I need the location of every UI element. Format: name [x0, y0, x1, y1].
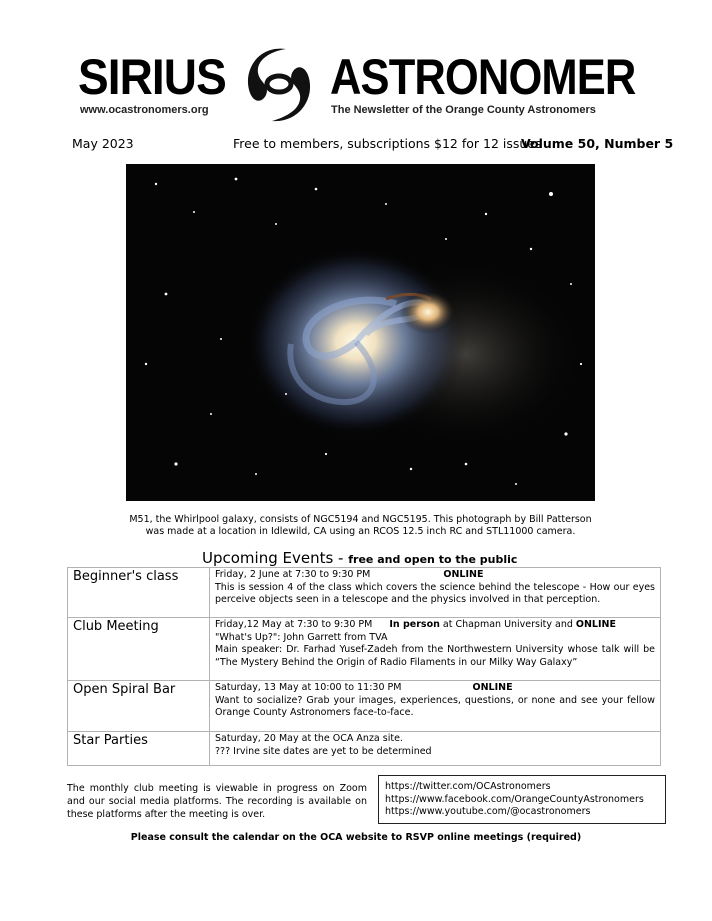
- event-details: Want to socialize? Grab your images, experiences, questions, or none and see your fellow Orange County Astronomers face-to-face.: [215, 694, 655, 719]
- event-row-open-spiral-bar: [68, 681, 661, 732]
- event-mode-location: at Chapman University and: [439, 619, 576, 630]
- social-links-box: [378, 775, 666, 824]
- masthead-title-left: SIRIUS: [78, 49, 226, 105]
- rsvp-notice: Please consult the calendar on the OCA website to RSVP online meetings (required): [130, 832, 582, 843]
- event-details: Main speaker: Dr. Farhad Yusef-Zadeh from the Northwestern University whose talk will be “The Mystery Behind the Origin of Radio Filaments in our Milky Way Galaxy”: [215, 644, 655, 668]
- whirlpool-galaxy-photo: [126, 164, 595, 501]
- events-heading: [202, 549, 517, 567]
- event-name: Club Meeting: [68, 618, 210, 681]
- event-when: Saturday, 20 May at the OCA Anza site.: [215, 733, 403, 744]
- event-when: Friday, 2 June at 7:30 to 9:30 PM: [215, 569, 371, 580]
- event-when: Friday,12 May at 7:30 to 9:30 PM: [215, 619, 373, 630]
- event-name: Beginner's class: [68, 568, 210, 618]
- youtube-link[interactable]: https://www.youtube.com/@ocastronomers: [385, 806, 591, 818]
- event-mode: ONLINE: [575, 619, 616, 630]
- event-details: This is session 4 of the class which covers the science behind the telescope - How our eyes perceive objects seen in a telescope and the physics involved in that perception.: [215, 581, 655, 606]
- masthead-title-right: ASTRONOMER: [330, 49, 636, 105]
- event-mode: ONLINE: [472, 682, 513, 693]
- event-mode: ONLINE: [443, 569, 484, 580]
- event-row-star-parties: [68, 732, 661, 766]
- issue-date: May 2023: [72, 136, 134, 151]
- photo-caption: M51, the Whirlpool galaxy, consists of NGC5194 and NGC5195. This photograph by Bill Patterson was made at a location in Idlewild, CA using an RCOS 12.5 inch RC and STL11000 camera.: [129, 514, 592, 537]
- events-title: Upcoming Events -: [202, 549, 349, 567]
- event-row-club-meeting: [68, 618, 661, 681]
- event-details: ??? Irvine site dates are yet to be determined: [215, 745, 432, 757]
- event-name: Open Spiral Bar: [68, 681, 210, 732]
- issue-subscription: Free to members, subscriptions $12 for 12 issues: [233, 136, 542, 151]
- events-title-note: free and open to the public: [348, 553, 518, 566]
- oca-logo-icon: [236, 43, 322, 125]
- facebook-link[interactable]: https://www.facebook.com/OrangeCountyAstronomers: [385, 793, 644, 805]
- event-name: Star Parties: [68, 732, 210, 766]
- event-row-beginners-class: [68, 568, 661, 618]
- twitter-link[interactable]: https://twitter.com/OCAstronomers: [385, 781, 551, 792]
- event-when: Saturday, 13 May at 10:00 to 11:30 PM: [215, 682, 402, 693]
- meeting-viewing-note: The monthly club meeting is viewable in progress on Zoom and our social media platforms. The recording is available on these platforms after the meeting is over.: [67, 783, 367, 820]
- masthead-url[interactable]: www.ocastronomers.org: [80, 104, 209, 116]
- event-mode-label: In person: [389, 619, 440, 630]
- event-whats-up: "What's Up?": John Garrett from TVA: [215, 631, 388, 643]
- events-table: [67, 567, 661, 766]
- masthead-subtitle: The Newsletter of the Orange County Astronomers: [331, 104, 596, 116]
- issue-volume: Volume 50, Number 5: [521, 136, 674, 151]
